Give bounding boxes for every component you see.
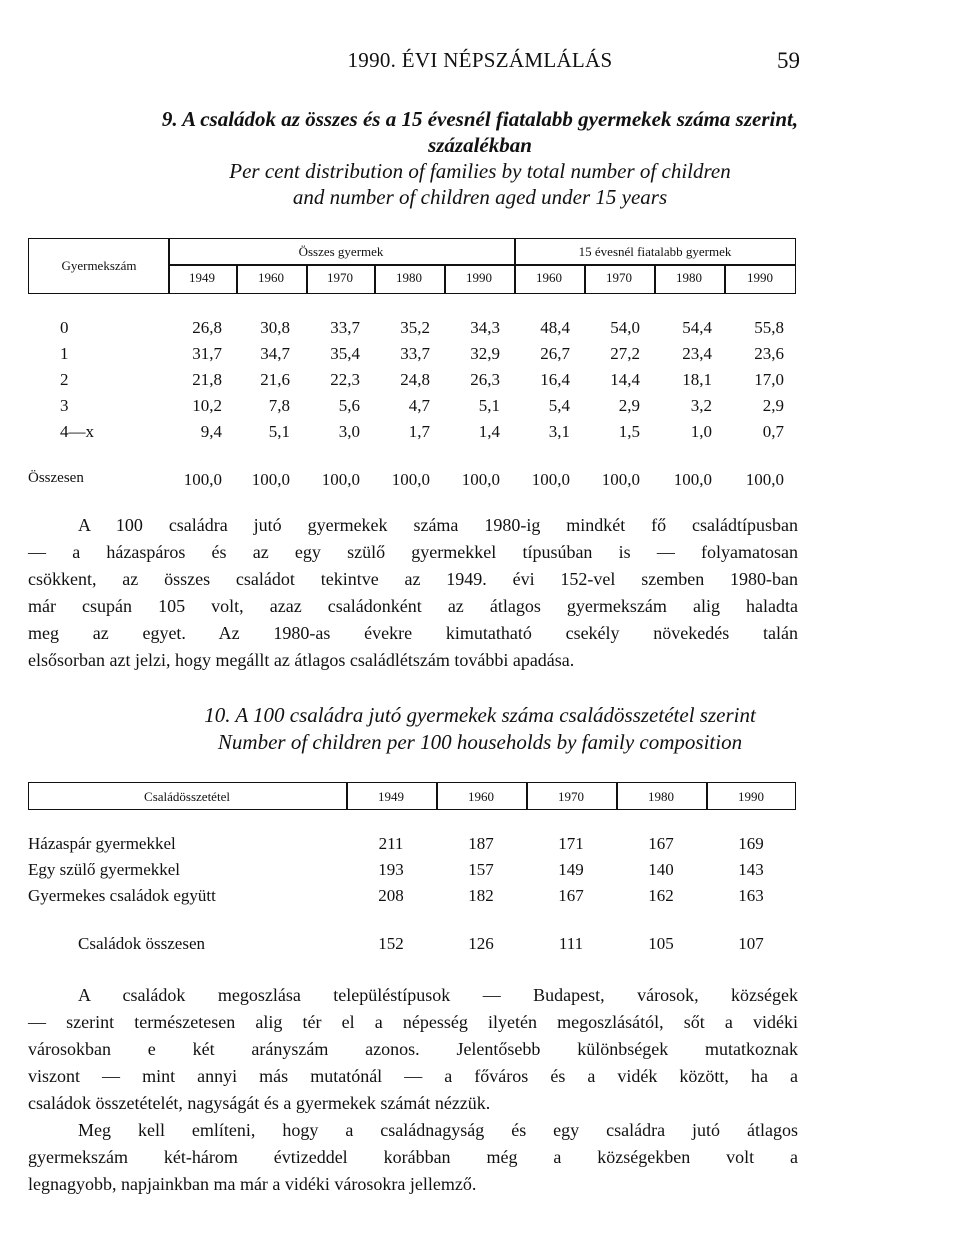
- table9-cell: 7,8: [268, 396, 290, 415]
- paragraph-line: — szerint természetesen alig tér el a népesség ilyetén megoszlásától, sőt a vidéki: [28, 1012, 798, 1032]
- table9-total-cell: 100,0: [745, 470, 784, 489]
- page-number: 59: [777, 48, 800, 73]
- table9-cell: 22,3: [330, 370, 360, 389]
- table10-year-header: 1990: [738, 789, 764, 804]
- table9-cell: 27,2: [610, 344, 640, 363]
- table9-cell: 32,9: [470, 344, 500, 363]
- table9-cell: 18,1: [682, 370, 712, 389]
- table9-cell: 31,7: [192, 344, 222, 363]
- table9-cell: 17,0: [754, 370, 784, 389]
- table9-cell: 30,8: [260, 318, 290, 337]
- table9-cell: 1,0: [690, 422, 712, 441]
- table10-cell: 143: [738, 860, 764, 879]
- table9-cell: 5,4: [548, 396, 570, 415]
- table9-cell: 2,9: [762, 396, 784, 415]
- table9-title-en-line1: Per cent distribution of families by total number of children: [229, 159, 731, 183]
- table10-year-header: 1970: [558, 789, 584, 804]
- table9-cell: 33,7: [330, 318, 360, 337]
- table9-year-header: 1949: [189, 270, 215, 285]
- table9-cell: 26,7: [540, 344, 570, 363]
- table10-total-label: Családok összesen: [78, 934, 206, 953]
- paragraph-line: csökkent, az összes családot tekintve az 1949. évi 152-vel szemben 1980-ban: [28, 569, 798, 589]
- table10-cell: 169: [738, 834, 764, 853]
- table10-total-cell: 111: [558, 934, 584, 953]
- table9-cell: 23,4: [682, 344, 712, 363]
- table10-cell: 208: [378, 886, 404, 905]
- table10-title-hu: 10. A 100 családra jutó gyermekek száma családösszetétel szerint: [204, 703, 756, 727]
- table9-group2-header: 15 évesnél fiatalabb gyermek: [578, 244, 732, 259]
- table9-year-header: 1970: [327, 270, 353, 285]
- table9-year-header: 1960: [258, 270, 284, 285]
- table9-cell: 23,6: [754, 344, 784, 363]
- paragraph-line: családok összetételét, nagyságát és a gyermekek számát nézzük.: [28, 1093, 491, 1113]
- table9-cell: 16,4: [540, 370, 570, 389]
- paragraph-line: meg az egyet. Az 1980-as évekre kimutatható csekély növekedés talán: [28, 623, 798, 643]
- paragraph-line: Meg kell említeni, hogy a családnagyság és egy családra jutó átlagos: [78, 1120, 798, 1140]
- table9-cell: 2,9: [618, 396, 640, 415]
- table10-year-header: 1980: [648, 789, 674, 804]
- table10-total-cell: 152: [378, 934, 404, 953]
- table9-cell: 24,8: [400, 370, 430, 389]
- table9-cell: 5,1: [268, 422, 290, 441]
- table10-cell: 182: [468, 886, 494, 905]
- table9-cell: 4,7: [408, 396, 430, 415]
- table9-row-label: 2: [60, 370, 69, 389]
- table9-title-en-line2: and number of children aged under 15 years: [292, 185, 668, 209]
- table9-total-cell: 100,0: [391, 470, 430, 489]
- table9-total-cell: 100,0: [251, 470, 290, 489]
- table10-cell: 171: [558, 834, 584, 853]
- paragraph-line: elsősorban azt jelzi, hogy megállt az átlagos családlétszám további apadása.: [28, 650, 575, 670]
- table10-cell: 167: [558, 886, 584, 905]
- paragraph-line: már csupán 105 volt, azaz családonként az átlagos gyermekszám alig haladta: [28, 596, 798, 616]
- table9-cell: 10,2: [192, 396, 222, 415]
- table9-title-hu-line1: 9. A családok az összes és a 15 évesnél fiatalabb gyermekek száma szerint,: [161, 107, 799, 131]
- table10-year-header: 1949: [378, 789, 404, 804]
- table10-cell: 211: [378, 834, 404, 853]
- table9-year-header: 1980: [396, 270, 422, 285]
- table9-cell: 54,4: [682, 318, 712, 337]
- table9-group1-header: Összes gyermek: [298, 244, 384, 259]
- table10-row-label: Gyermekes családok együtt: [28, 886, 216, 905]
- table9-stub-header: Gyermekszám: [61, 258, 137, 273]
- table10-title-en: Number of children per 100 households by family composition: [217, 730, 743, 754]
- table9-row-label: 0: [60, 318, 69, 337]
- table9-total-cell: 100,0: [461, 470, 500, 489]
- table9-row-label: 1: [60, 344, 69, 363]
- table9-cell: 35,2: [400, 318, 430, 337]
- table9-cell: 9,4: [200, 422, 222, 441]
- table10-total-cell: 126: [468, 934, 494, 953]
- table9-cell: 1,4: [478, 422, 500, 441]
- table9-year-header: 1990: [466, 270, 492, 285]
- table9-cell: 48,4: [540, 318, 570, 337]
- table10-cell: 163: [738, 886, 764, 905]
- table9-total-label: Összesen: [28, 470, 84, 486]
- table9-cell: 14,4: [610, 370, 640, 389]
- table10-total-cell: 107: [738, 934, 764, 953]
- table9-total-cell: 100,0: [321, 470, 360, 489]
- paragraph-line: legnagyobb, napjainkban ma már a vidéki városokra jellemző.: [28, 1174, 477, 1194]
- table9-cell: 5,1: [478, 396, 500, 415]
- table9-cell: 54,0: [610, 318, 640, 337]
- paragraph-line: viszont — mint annyi más mutatónál — a főváros és a vidék között, ha a: [28, 1066, 798, 1086]
- table9-cell: 3,2: [690, 396, 712, 415]
- table9-row-label: 3: [60, 396, 69, 415]
- table10-cell: 149: [558, 860, 584, 879]
- paragraph-line: A családok megoszlása településtípusok — Budapest, városok, községek: [78, 985, 798, 1005]
- table10-cell: 167: [648, 834, 674, 853]
- table9-cell: 0,7: [762, 422, 784, 441]
- table9-year-header: 1960: [536, 270, 562, 285]
- table9-cell: 3,0: [338, 422, 360, 441]
- table10-cell: 187: [468, 834, 494, 853]
- table9-row-label: 4—x: [60, 422, 94, 441]
- table9-year-header: 1980: [676, 270, 702, 285]
- table10-cell: 140: [648, 860, 674, 879]
- table9-cell: 21,8: [192, 370, 222, 389]
- table9-cell: 3,1: [548, 422, 570, 441]
- paragraph-line: — a házaspáros és az egy szülő gyermekkel típusúban is — folyamatosan: [28, 542, 798, 562]
- table10-cell: 157: [468, 860, 494, 879]
- table9-total-cell: 100,0: [673, 470, 712, 489]
- table9-cell: 35,4: [330, 344, 360, 363]
- table10-row-label: Házaspár gyermekkel: [28, 834, 176, 853]
- table9-cell: 1,5: [618, 422, 640, 441]
- paragraph-line: városokban e két arányszám azonos. Jelentősebb különbségek mutatkoznak: [28, 1039, 798, 1059]
- paragraph-line: A 100 családra jutó gyermekek száma 1980-ig mindkét fő családtípusban: [78, 515, 798, 535]
- table9-year-header: 1990: [747, 270, 773, 285]
- table9-total-cell: 100,0: [601, 470, 640, 489]
- paragraph-line: gyermekszám két-három évtizeddel korábban még a községekben volt a: [28, 1147, 798, 1167]
- table9-cell: 34,7: [260, 344, 290, 363]
- table10-row-label: Egy szülő gyermekkel: [28, 860, 181, 879]
- table10-year-header: 1960: [468, 789, 494, 804]
- table9-total-cell: 100,0: [531, 470, 570, 489]
- table9-cell: 26,3: [470, 370, 500, 389]
- table9-cell: 21,6: [260, 370, 290, 389]
- table9-title-hu-line2: százalékban: [428, 133, 532, 157]
- table10-cell: 193: [378, 860, 404, 879]
- table10-total-cell: 105: [648, 934, 674, 953]
- table9-header-rule: [168, 264, 796, 266]
- table9-cell: 33,7: [400, 344, 430, 363]
- table9-cell: 1,7: [408, 422, 430, 441]
- table9-cell: 34,3: [470, 318, 500, 337]
- running-title: 1990. ÉVI NÉPSZÁMLÁLÁS: [347, 48, 613, 72]
- table9-cell: 26,8: [192, 318, 222, 337]
- table9-cell: 55,8: [754, 318, 784, 337]
- table9-total-cell: 100,0: [183, 470, 222, 489]
- table10-stub-header: Családösszetétel: [144, 789, 230, 804]
- table9-year-header: 1970: [606, 270, 632, 285]
- table10-cell: 162: [648, 886, 674, 905]
- table9-cell: 5,6: [338, 396, 360, 415]
